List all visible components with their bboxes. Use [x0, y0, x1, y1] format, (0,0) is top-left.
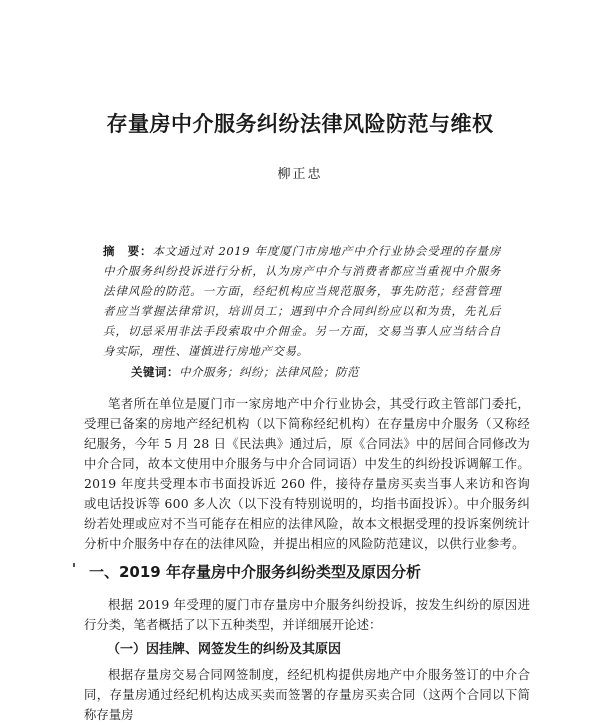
keywords — [131, 364, 501, 380]
abstract — [103, 241, 501, 361]
keywords-text: 中介服务；纠纷；法律风险；防范 — [179, 365, 359, 379]
abstract-label: 摘 要： — [103, 244, 153, 258]
subsection-heading: （一）因挂牌、网签发生的纠纷及其原因 — [107, 642, 342, 657]
margin-mark — [73, 563, 75, 567]
subsection-paragraph: 根据存量房交易合同网签制度，经纪机构提供房地产中介服务签订的中介合同，存量房通过经纪机构达成买卖而签署的存量房买卖合同（这两个合同以下简称存量房 — [84, 667, 530, 722]
section-paragraph: 根据 2019 年受理的厦门市存量房中介服务纠纷投诉，按发生纠纷的原因进行分类，笔者概括了以下五种类型，并详细展开论述： — [84, 597, 530, 632]
paper-title: 存量房中介服务纠纷法律风险防范与维权 — [106, 112, 494, 136]
author-name: 柳正忠 — [277, 167, 323, 182]
abstract-text: 本文通过对 2019 年度厦门市房地产中介行业协会受理的存量房中介服务纠纷投诉进行分析，认为房产中介与消费者都应当重视中介服务法律风险的防范。一方面，经纪机构应当规范服务，事先防范；经营管理者应当掌握法律常识，培训员工；遇到中介合同纠纷应以和为贵，先礼后兵，切忌采用非法手段索取中介佣金。另一方面，交易当事人应当结合自身实际，理性、谨慎进行房地产交易。 — [103, 244, 501, 358]
keywords-label: 关键词： — [131, 365, 179, 379]
section-heading: 一、2019 年存量房中介服务纠纷类型及原因分析 — [89, 563, 421, 581]
intro-paragraph: 笔者所在单位是厦门市一家房地产中介行业协会，其受行政主管部门委托，受理已备案的房地产经纪机构（以下简称经纪机构）在存量房中介服务（又称经纪服务，今年 5 月 28 日《民法典》通过后，原《合同法》中的居间合同修改为中介合同，故本文使用中介服务与中介合同词语）中发生的纠纷投诉调解工作。2019 年度共受理本市书面投诉近 260 件，接待存量房买卖当事人来访和咨询或电话投诉等 600 多人次（以下没有特别说明的，均指书面投诉）。中介服务纠纷若处理或应对不当可能存在相应的法律风险，故本文根据受理的投诉案例统计分析中介服务中存在的法律风险，并提出相应的风险防范建议，以供行业参考。 — [84, 396, 530, 551]
